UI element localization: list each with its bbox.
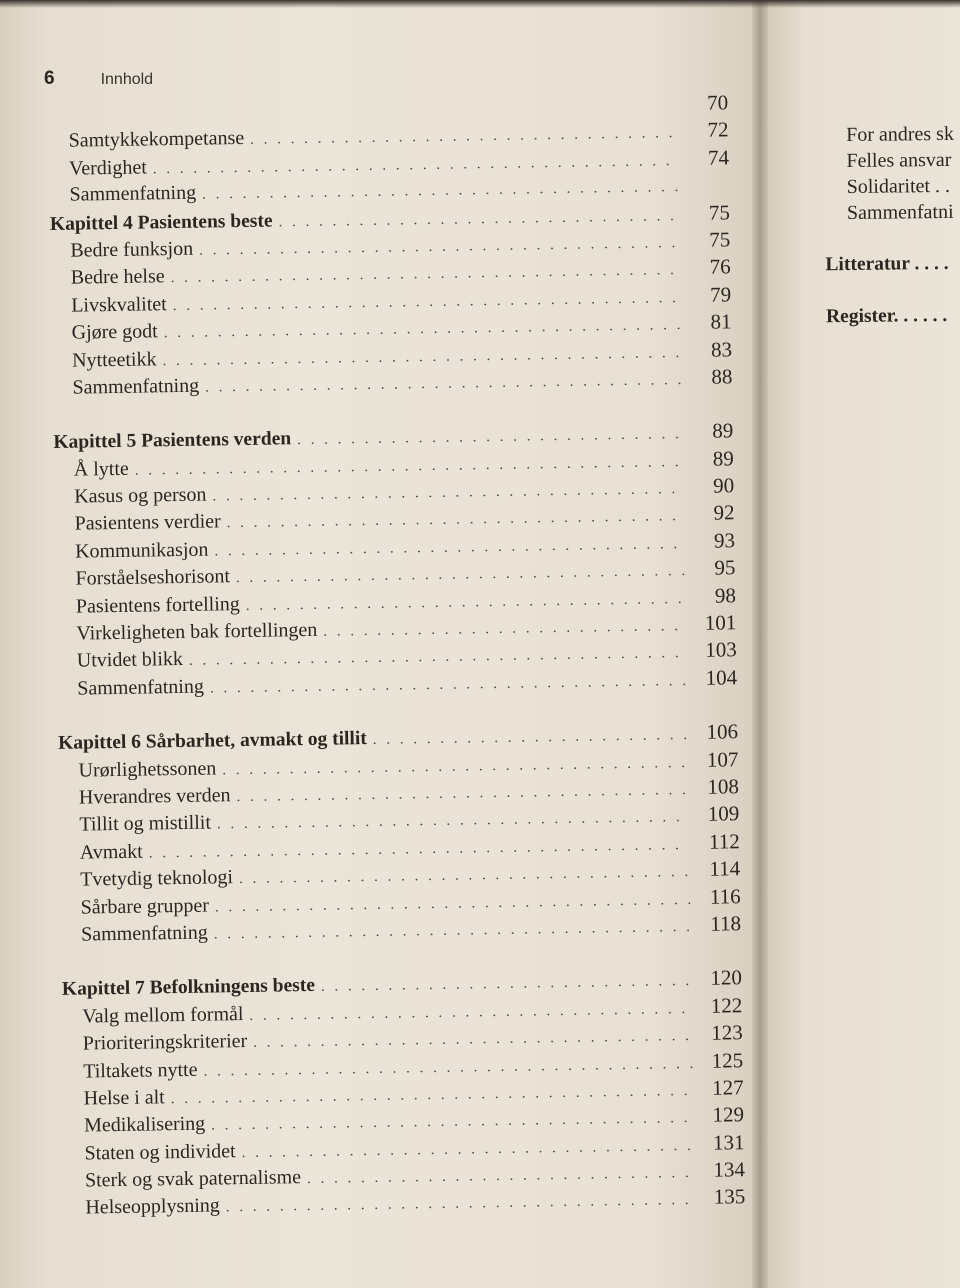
running-title: Innhold (100, 71, 154, 88)
toc-entry-title: Helse i alt (83, 1086, 165, 1110)
toc-entry-title: Gjøre godt (71, 320, 158, 344)
toc-entry-page: 112 (708, 828, 740, 854)
table-of-contents (48, 89, 746, 1221)
toc-entry-title: Urørlighetssonen (78, 757, 217, 782)
toc-entry-page: 118 (710, 911, 742, 936)
toc-entry-page: 83 (710, 336, 733, 362)
toc-section-entry: Felles ansvar (846, 148, 952, 172)
toc-entry-page: 98 (714, 582, 737, 608)
section-spacer (847, 224, 960, 252)
toc-entry-title: Nytteetikk (71, 347, 157, 372)
toc-section-entry: For andres sk (846, 122, 955, 146)
toc-entry-page: 93 (713, 528, 736, 553)
toc-entry-title: Kommunikasjon (74, 538, 209, 563)
toc-entry-page: 75 (708, 199, 731, 225)
toc-entry-page: 109 (707, 801, 740, 827)
toc-entry-page: 107 (706, 746, 739, 772)
toc-entry-page: 106 (706, 719, 739, 744)
toc-entry-title: Å lytte (73, 457, 129, 481)
toc-entry-page: 103 (705, 637, 737, 663)
toc-entry-title: Staten og individet (84, 1139, 236, 1165)
toc-entry-title: Helseopplysning (85, 1194, 221, 1220)
toc-entry-page: 89 (712, 445, 734, 471)
toc-entry-page: 89 (712, 418, 734, 443)
right-page-toc (825, 120, 960, 330)
toc-entry-title: Pasientens fortelling (75, 592, 240, 618)
toc-entry-page: 123 (711, 1020, 743, 1045)
toc-entry-page: 72 (707, 117, 729, 143)
toc-entry-title: Valg mellom formål (82, 1002, 244, 1028)
toc-entry-title: Bedre helse (70, 265, 165, 290)
toc-entry-page: 108 (707, 774, 740, 799)
top-shadow (0, 0, 960, 8)
toc-entry-page: 70 (706, 90, 729, 115)
toc-entry-page: 116 (709, 883, 741, 909)
toc-entry-page: 92 (713, 500, 735, 526)
toc-entry-page: 125 (711, 1047, 744, 1073)
toc-entry-page: 120 (710, 965, 743, 991)
toc-entry-title: Kapittel 4 Pasientens beste (49, 210, 273, 235)
toc-entry-title: Forståelseshorisont (75, 565, 231, 590)
toc-entry-page: 104 (705, 665, 738, 690)
toc-entry-title: Avmakt (79, 840, 143, 864)
toc-entry-title: Hverandres verden (78, 784, 231, 809)
section-spacer (848, 276, 960, 304)
page-number: 6 (44, 68, 55, 89)
toc-entry-title: Kasus og person (74, 483, 207, 508)
toc-entry-title: Kapittel 6 Sårbarhet, avmakt og tillit (57, 728, 367, 755)
dot-leader (226, 1187, 696, 1221)
toc-entry-title: Prioriteringskriterier (82, 1030, 248, 1055)
toc-entry-title: Kapittel 5 Pasientens verden (53, 428, 292, 454)
toc-entry-page: 135 (713, 1184, 746, 1210)
toc-entry-page: 134 (713, 1157, 746, 1182)
toc-entry-title: Virkeligheten bak fortellingen (76, 618, 318, 645)
toc-entry-page: 127 (711, 1075, 744, 1100)
toc-entry-page (686, 190, 730, 191)
toc-entry-page: 81 (710, 309, 732, 334)
toc-entry-page: 79 (709, 282, 732, 307)
toc-section-entry: Solidaritet . . (846, 174, 951, 198)
toc-entry-page: 76 (709, 254, 731, 279)
toc-entry-title: Verdighet (68, 156, 148, 180)
toc-entry-title: Pasientens verdier (74, 510, 221, 536)
toc-entry-page: 131 (712, 1129, 745, 1155)
page-header (44, 68, 153, 90)
toc-entry-title: Tiltakets nytte (83, 1058, 198, 1083)
toc-entry-title: Medikalisering (83, 1112, 206, 1137)
toc-entry-page: 88 (711, 364, 733, 389)
toc-entry-page: 95 (714, 555, 736, 580)
toc-entry-title: Livskvalitet (71, 292, 167, 317)
toc-entry-page: 101 (704, 610, 737, 635)
toc-entry-title: Samtykkekompetanse (68, 127, 245, 153)
toc-entry-page: 75 (709, 227, 731, 252)
toc-entry-page: 90 (712, 473, 735, 498)
toc-entry-title: Kapittel 7 Befolkningens beste (61, 975, 316, 1001)
toc-entry-page: 129 (712, 1102, 745, 1127)
toc-chapter-entry: Register. . . . . . (825, 304, 948, 328)
toc-section-entry: Sammenfatni (846, 200, 954, 224)
toc-entry-page: 122 (710, 992, 743, 1018)
toc-entry-title: Sterk og svak paternalisme (84, 1166, 302, 1192)
toc-entry-title: Sammenfatning (77, 675, 205, 700)
toc-entry-title: Sårbare grupper (80, 894, 210, 919)
toc-entry-title: Sammenfatning (80, 921, 208, 946)
toc-entry-title: Tillit og mistillit (79, 811, 212, 836)
toc-entry-page: 74 (707, 145, 730, 170)
toc-entry-title: Bedre funksjon (70, 237, 194, 262)
toc-entry-title: Tvetydig teknologi (80, 866, 234, 891)
book-gutter (752, 0, 768, 1288)
toc-entry-page: 114 (709, 856, 741, 881)
toc-entry-title: Utvidet blikk (76, 648, 184, 673)
toc-entry-title: Sammenfatning (72, 374, 200, 399)
toc-entry-title: Sammenfatning (69, 181, 197, 206)
toc-chapter-entry: Litteratur . . . . (825, 252, 949, 276)
